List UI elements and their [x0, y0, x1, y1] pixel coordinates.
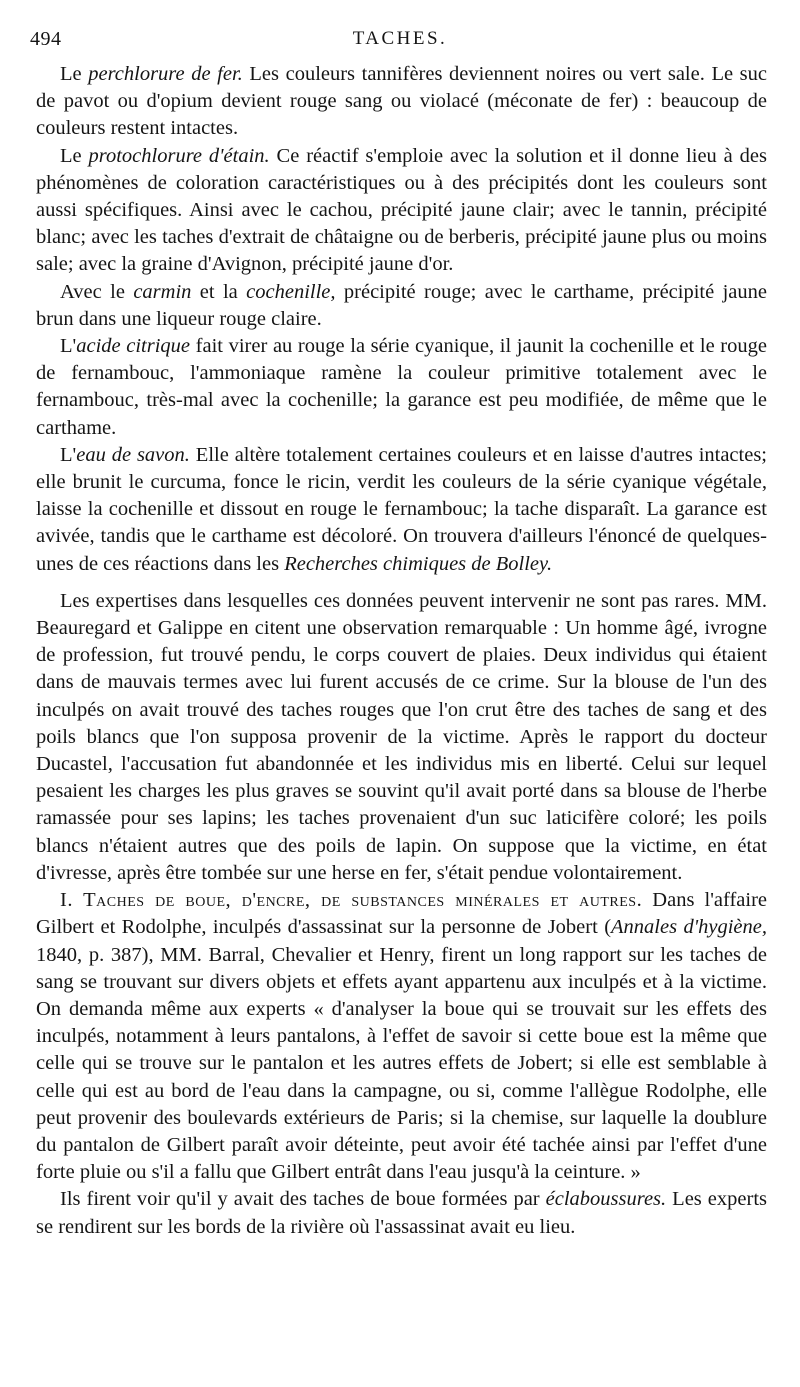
text-span: fait virer au rouge la série cyanique, il jaunit la cochenille et le rouge de fernambouc, l'ammoniaque ramène la couleur primitive totalement avec le fernambouc, très-mal avec la cochenille; la garance est peu modifiée, de même que le carthame. [36, 335, 767, 439]
italic-term: acide citrique [76, 335, 191, 358]
text-span: 1840, p. 387), MM. Barral, Chevalier et Henry, firent un long rapport sur les taches de sang se trouvant sur divers objets et effets ayant appartenu aux inculpés et à la victime. On demanda même aux experts « d'analyser la boue qui se trouvait sur les effets des inculpés, notamment à leurs pantalons, à l'effet de savoir si cette boue est la même que celle qui se trouve sur le pantalon et les autres effets de Jobert; si elle est semblable à celle qui est au bord de l'eau dans la campagne, ou si, comme l'allègue Rodolphe, elle peut provenir des boulevards extérieurs de Paris; si la chemise, sur laquelle la doublure du pantalon de Gilbert paraît avoir déteinte, peut avoir été tachée ainsi par l'effet d'une forte pluie ou s'il a fallu que Gilbert entrât dans l'eau jusqu'à la ceinture. » [36, 943, 767, 1184]
paragraph-perchlorure [36, 61, 767, 143]
text-span: et la [191, 280, 247, 303]
italic-title: Recherches chimiques de Bolley. [284, 552, 553, 575]
text-span: Elle altère totalement certaines couleurs et en laisse d'autres intactes; elle brunit le curcuma, fonce le ricin, verdit les couleurs de la série cyanique végétale, laisse la cochenille et dissout en rouge le fernambouc; la tache disparaît. La garance est avivée, tandis que le carthame est décoloré. On trouvera d'ailleurs l'énoncé de quelques-unes de ces réactions dans les [36, 443, 767, 575]
running-title: TACHES. [352, 28, 448, 49]
text-span: Les couleurs tannifères deviennent noires ou vert sale. Le suc de pavot ou d'opium devient rouge sang ou violacé (méconate de fer) : beaucoup de couleurs restent intactes. [36, 63, 767, 140]
paragraph-protochlorure [36, 143, 767, 279]
body-text [36, 61, 767, 1241]
page-number: 494 [30, 28, 62, 50]
text-span: précipité rouge; avec le carthame, précipité jaune brun dans une liqueur rouge claire. [36, 280, 768, 330]
italic-term: éclaboussures. [545, 1188, 667, 1211]
paragraph-eclaboussures [36, 1186, 767, 1240]
text-span: Ils firent voir qu'il y avait des taches de boue formées par [60, 1188, 546, 1211]
text-span: L' [60, 443, 77, 466]
text-span: Les expertises dans lesquelles ces données peuvent intervenir ne sont pas rares. MM. Beauregard et Galippe en citent une observation remarquable : Un homme âgé, ivrogne de profession, fut trouvé pendu, le corps couvert de plaies. Deux individus qui étaient dans de mauvais termes avec lui furent accusés de ce crime. Sur la blouse de l'un des inculpés on avait trouvé des taches rouges que l'on crut être des taches de sang et des poils blancs que l'on supposa provenir de la victime. Après le rapport du docteur Ducastel, l'accusation fut abandonnée et les individus mis en liberté. Celui sur lequel pesaient les charges les plus graves se souvint qu'il avait porté dans sa blouse de l'herbe ramassée pour ses lapins; les taches provenaient d'un suc laticifère coloré; les poils blancs n'étaient autres que des poils de lapin. On suppose que la victime, en état d'ivresse, après être tombée sur une herse en fer, s'était pendue volontairement. [36, 589, 767, 884]
paragraph-acide-citrique [36, 333, 767, 442]
text-span: Avec le [60, 280, 134, 303]
text-span: Dans l'affaire Gilbert et Rodolphe, inculpés d'assassinat sur la personne de Jobert ( [36, 889, 767, 939]
italic-term: cochenille, [246, 280, 336, 303]
paragraph-expertises [36, 588, 767, 887]
text-span: Ce réactif s'emploie avec la solution et il donne lieu à des phénomènes de coloration caractéristiques ou à des précipités dont les couleurs sont aussi spécifiques. Ainsi avec le cachou, précipité jaune clair; avec le tannin, précipité blanc; avec les taches d'extrait de châtaigne ou de berberis, précipité jaune plus ou moins sale; avec la graine d'Avignon, précipité jaune d'or. [36, 144, 767, 276]
text-span: Le [60, 144, 89, 167]
paragraph-eau-de-savon [36, 442, 767, 578]
italic-term: protochlorure d'étain. [88, 144, 270, 167]
italic-term: perchlorure de fer. [88, 63, 243, 85]
paragraph-carmin [36, 279, 767, 333]
italic-term: carmin [133, 280, 192, 303]
text-span: Le [60, 63, 89, 85]
text-span: Les experts se rendirent sur les bords de la rivière où l'assassinat avait eu lieu. [36, 1188, 767, 1238]
text-span: L' [60, 335, 77, 358]
section-heading: I. Taches de boue, d'encre, de substances minérales et autres. [60, 889, 643, 912]
italic-term: eau de savon. [76, 443, 190, 466]
running-head [30, 28, 770, 54]
paragraph-section-I [36, 887, 767, 1186]
italic-title: Annales d'hygiène, [611, 916, 767, 939]
